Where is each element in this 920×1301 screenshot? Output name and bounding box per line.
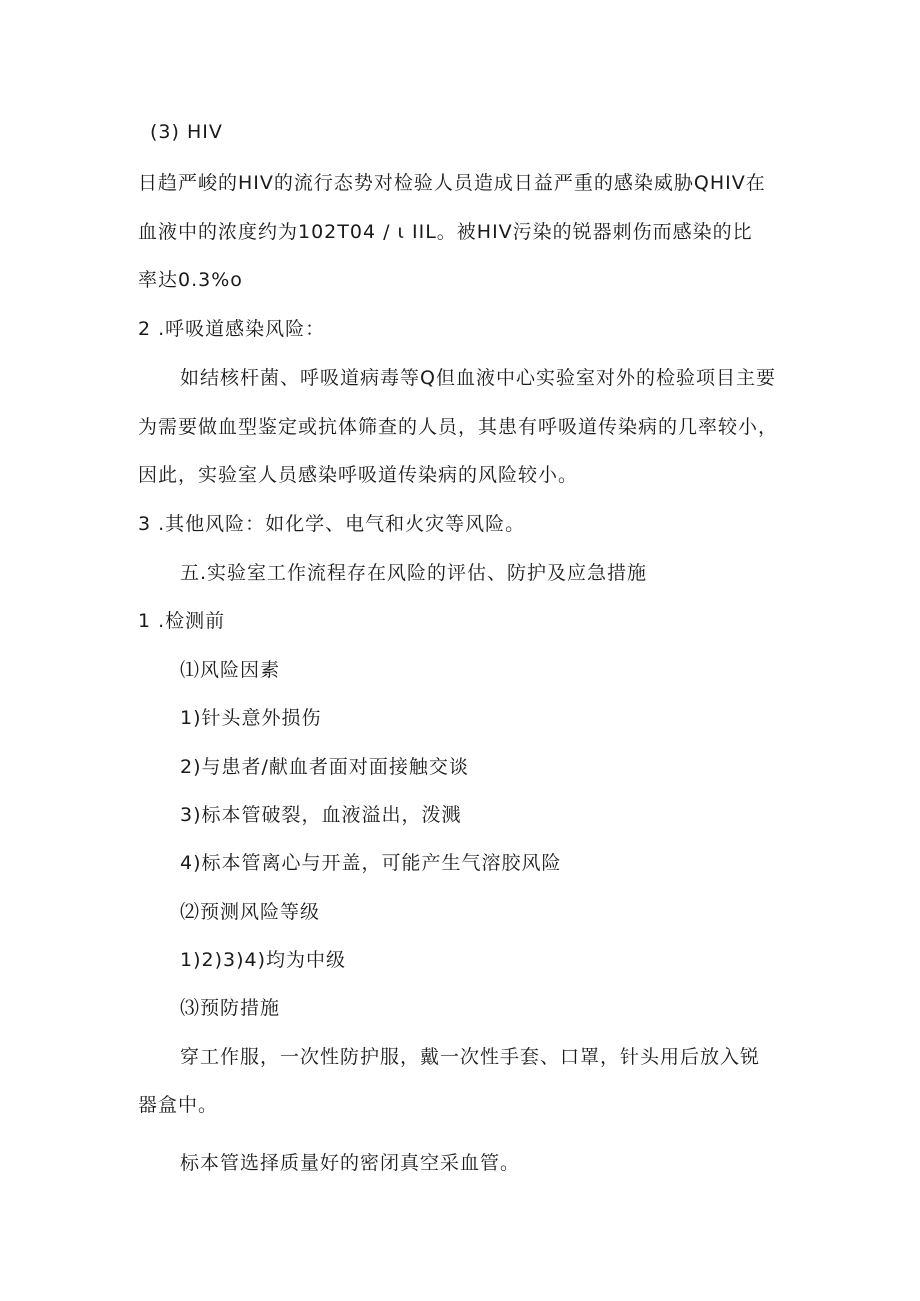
respiratory-paragraph-line-3: 因此，实验室人员感染呼吸道传染病的风险较小。: [138, 464, 579, 486]
hiv-paragraph-line-2: 血液中的浓度约为102T04 / ι IIL。被HIV污染的锐器刺伤而感染的比: [138, 221, 753, 243]
risk-item-1: 1)针头意外损伤: [180, 707, 322, 729]
hiv-heading: (3) HIV: [150, 121, 223, 143]
prevention-paragraph-1-line-1: 穿工作服，一次性防护服，戴一次性手套、口罩，针头用后放入锐: [180, 1046, 761, 1068]
risk-item-3: 3)标本管破裂，血液溢出，泼溅: [180, 804, 462, 826]
respiratory-risk-heading: 2 .呼吸道感染风险：: [138, 318, 326, 340]
risk-item-4: 4)标本管离心与开盖，可能产生气溶胶风险: [180, 852, 562, 874]
respiratory-paragraph-line-2: 为需要做血型鉴定或抗体筛查的人员，其患有呼吸道传染病的几率较小，: [138, 416, 779, 438]
other-risk-heading: 3 .其他风险：如化学、电气和火灾等风险。: [138, 513, 526, 535]
risk-level-text: 1)2)3)4)均为中级: [180, 949, 347, 971]
hiv-paragraph-line-1: 日趋严峻的HIV的流行态势对检验人员造成日益严重的感染威胁QHIV在: [138, 172, 766, 194]
pre-test-heading: 1 .检测前: [138, 610, 226, 632]
risk-item-2: 2)与患者/献血者面对面接触交谈: [180, 756, 469, 778]
risk-factors-heading: ⑴风险因素: [180, 659, 281, 681]
hiv-paragraph-line-3: 率达0.3%o: [138, 269, 243, 291]
risk-level-heading: ⑵预测风险等级: [180, 901, 321, 923]
respiratory-paragraph-line-1: 如结核杆菌、呼吸道病毒等Q但血液中心实验室对外的检验项目主要: [180, 367, 776, 389]
prevention-heading: ⑶预防措施: [180, 997, 281, 1019]
prevention-paragraph-1-line-2: 器盒中。: [138, 1094, 219, 1116]
prevention-paragraph-2: 标本管选择质量好的密闭真空采血管。: [180, 1152, 521, 1174]
section-5-heading: 五.实验室工作流程存在风险的评估、防护及应急措施: [180, 562, 648, 584]
